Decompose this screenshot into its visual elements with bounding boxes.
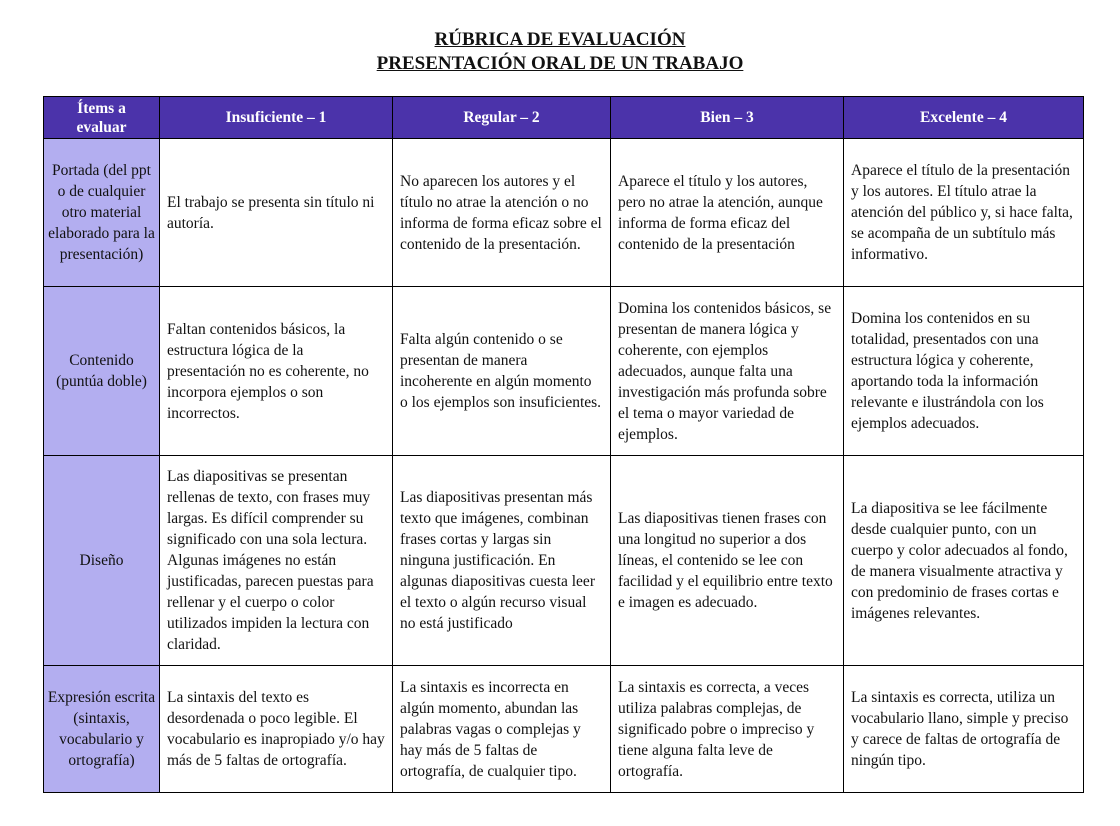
table-cell: El trabajo se presenta sin título ni autoría. (160, 139, 393, 287)
header-bien: Bien – 3 (611, 97, 844, 139)
table-cell: Las diapositivas tienen frases con una longitud no superior a dos líneas, el contenido se lee con facilidad y el equilibrio entre texto e imagen es adecuado. (611, 456, 844, 666)
table-row (44, 287, 1084, 456)
header-items: Ítems a evaluar (44, 97, 160, 139)
table-cell: No aparecen los autores y el título no atrae la atención o no informa de forma eficaz sobre el contenido de la presentación. (393, 139, 611, 287)
document-title: RÚBRICA DE EVALUACIÓN (434, 29, 686, 50)
header-regular: Regular – 2 (393, 97, 611, 139)
table-cell: La sintaxis es incorrecta en algún momento, abundan las palabras vagas o complejas y hay más de 5 faltas de ortografía, de cualquier tipo. (393, 666, 611, 793)
table-cell: La sintaxis es correcta, utiliza un vocabulario llano, simple y preciso y carece de faltas de ortografía de ningún tipo. (844, 666, 1084, 793)
rubric-table (43, 96, 1084, 793)
table-cell: Aparece el título y los autores, pero no atrae la atención, aunque informa de forma eficaz del contenido de la presentación (611, 139, 844, 287)
table-cell: Las diapositivas se presentan rellenas de texto, con frases muy largas. Es difícil comprender su significado con una sola lectura. Algunas imágenes no están justificadas, parecen puestas para rellenar y el cuerpo o color utilizados impiden la lectura con claridad. (160, 456, 393, 666)
table-row (44, 666, 1084, 793)
item-portada: Portada (del ppt o de cualquier otro material elaborado para la presentación) (44, 139, 160, 287)
table-row (44, 139, 1084, 287)
document-subtitle: PRESENTACIÓN ORAL DE UN TRABAJO (376, 53, 744, 74)
item-diseno: Diseño (44, 456, 160, 666)
table-cell: Aparece el título de la presentación y los autores. El título atrae la atención del público y, si hace falta, se acompaña de un subtítulo más informativo. (844, 139, 1084, 287)
table-cell: La sintaxis del texto es desordenada o poco legible. El vocabulario es inapropiado y/o hay más de 5 faltas de ortografía. (160, 666, 393, 793)
item-expresion-escrita: Expresión escrita (sintaxis, vocabulario y ortografía) (44, 666, 160, 793)
table-cell: La sintaxis es correcta, a veces utiliza palabras complejas, de significado pobre o impreciso y tiene alguna falta leve de ortografía. (611, 666, 844, 793)
table-cell: Falta algún contenido o se presentan de manera incoherente en algún momento o los ejemplos son insuficientes. (393, 287, 611, 456)
table-cell: La diapositiva se lee fácilmente desde cualquier punto, con un cuerpo y color adecuados al fondo, de manera visualmente atractiva y con predominio de frases cortas e imágenes relevantes. (844, 456, 1084, 666)
table-cell: Domina los contenidos básicos, se presentan de manera lógica y coherente, con ejemplos adecuados, aunque falta una investigación más profunda sobre el tema o mayor variedad de ejemplos. (611, 287, 844, 456)
item-contenido: Contenido (puntúa doble) (44, 287, 160, 456)
table-cell: Domina los contenidos en su totalidad, presentados con una estructura lógica y coherente, aportando toda la información relevante e ilustrándola con los ejemplos adecuados. (844, 287, 1084, 456)
header-insuficiente: Insuficiente – 1 (160, 97, 393, 139)
header-row (44, 97, 1084, 139)
table-cell: Faltan contenidos básicos, la estructura lógica de la presentación no es coherente, no incorpora ejemplos o son incorrectos. (160, 287, 393, 456)
header-excelente: Excelente – 4 (844, 97, 1084, 139)
table-row (44, 456, 1084, 666)
table-cell: Las diapositivas presentan más texto que imágenes, combinan frases cortas y largas sin ninguna justificación. En algunas diapositivas cuesta leer el texto o algún recurso visual no está justificado (393, 456, 611, 666)
